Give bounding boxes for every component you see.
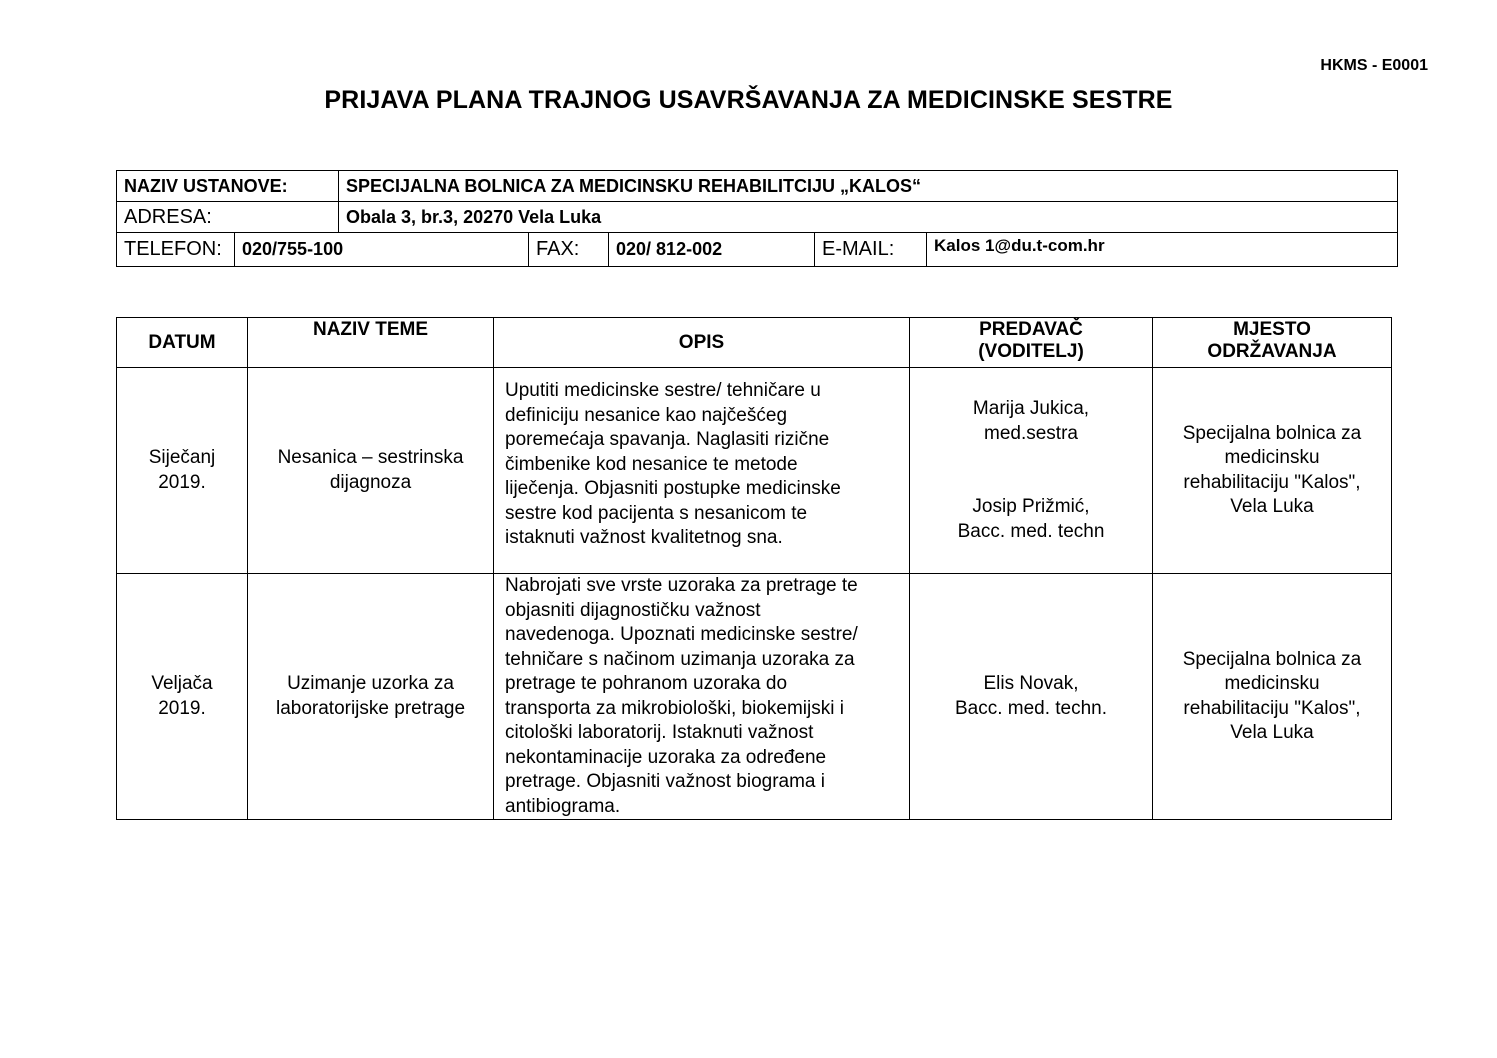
table-row — [117, 368, 1392, 574]
institution-contact-row — [117, 233, 1398, 267]
header-predavac-line: PREDAVAČ — [979, 319, 1083, 340]
email-label: E-MAIL: — [815, 233, 927, 267]
phone-label: TELEFON: — [117, 233, 235, 267]
mjesto-line: Specijalna bolnica za — [1182, 648, 1362, 670]
opis-line: transporta za mikrobiološki, biokemijski i — [505, 697, 844, 719]
fax-value: 020/ 812-002 — [609, 233, 815, 267]
tema-line: Nesanica – sestrinska — [277, 447, 464, 468]
institution-name-row — [117, 171, 1398, 202]
header-mjesto — [1153, 318, 1392, 368]
opis-line: tehničare s načinom uzimanja uzoraka za — [505, 648, 855, 670]
header-predavac — [910, 318, 1153, 368]
mjesto-line: rehabilitaciju "Kalos", — [1183, 697, 1361, 719]
cell-opis — [494, 574, 910, 820]
institution-name-label: NAZIV USTANOVE: — [117, 171, 339, 202]
opis-line: poremećaja spavanja. Naglasiti rizične — [505, 429, 830, 450]
phone-value: 020/755-100 — [235, 233, 529, 267]
mjesto-line: rehabilitaciju "Kalos", — [1183, 471, 1361, 493]
predavac-line: Bacc. med. techn. — [954, 697, 1108, 719]
opis-line: čimbenike kod nesanice te metode — [505, 453, 798, 475]
institution-table — [116, 170, 1398, 267]
schedule-header-row — [117, 318, 1392, 368]
datum-line: 2019. — [158, 471, 206, 493]
cell-predavac — [910, 574, 1153, 820]
mjesto-line: medicinsku — [1224, 447, 1320, 468]
tema-line: dijagnoza — [329, 471, 412, 493]
opis-line: pretrage te pohranom uzoraka do — [505, 673, 788, 694]
cell-datum — [117, 368, 248, 574]
mjesto-line: Specijalna bolnica za — [1182, 422, 1362, 444]
schedule-table — [116, 317, 1392, 820]
datum-line: Siječanj — [148, 447, 216, 468]
mjesto-line: Vela Luka — [1230, 722, 1314, 743]
address-value: Obala 3, br.3, 20270 Vela Luka — [339, 202, 1398, 233]
mjesto-line: Vela Luka — [1230, 496, 1314, 517]
tema-line: Uzimanje uzorka za — [287, 673, 454, 694]
cell-mjesto — [1153, 574, 1392, 820]
header-mjesto-line: ODRŽAVANJA — [1207, 341, 1337, 362]
datum-line: 2019. — [158, 697, 206, 719]
institution-address-row — [117, 202, 1398, 233]
cell-tema — [248, 574, 494, 820]
predavac-line: med.sestra — [984, 422, 1078, 444]
header-mjesto-line: MJESTO — [1233, 319, 1311, 340]
institution-name-value: SPECIJALNA BOLNICA ZA MEDICINSKU REHABILITCIJU „KALOS“ — [339, 171, 1398, 202]
opis-line: istaknuti važnost kvalitetnog sna. — [505, 527, 783, 548]
header-opis: OPIS — [494, 318, 910, 368]
opis-line: navedenoga. Upoznati medicinske sestre/ — [505, 624, 858, 645]
opis-line: nekontaminacije uzoraka za određene — [505, 746, 827, 768]
cell-datum — [117, 574, 248, 820]
opis-line: sestre kod pacijenta s nesanicom te — [505, 502, 808, 524]
cell-mjesto — [1153, 368, 1392, 574]
email-value: Kalos 1@du.t-com.hr — [927, 233, 1398, 267]
fax-label: FAX: — [529, 233, 609, 267]
opis-line: pretrage. Objasniti važnost biograma i — [505, 771, 825, 792]
header-datum: DATUM — [117, 318, 248, 368]
opis-line: objasniti dijagnostičku važnost — [505, 599, 761, 621]
cell-predavac — [910, 368, 1153, 574]
opis-line: liječenja. Objasniti postupke medicinske — [505, 478, 841, 499]
tema-line: laboratorijske pretrage — [275, 697, 466, 719]
predavac-line: Elis Novak, — [983, 673, 1079, 694]
opis-line: antibiograma. — [505, 795, 621, 817]
header-predavac-line: (VODITELJ) — [978, 341, 1084, 362]
predavac-line: Josip Prižmić, — [972, 496, 1090, 517]
predavac-line: Bacc. med. techn — [957, 520, 1105, 542]
cell-tema — [248, 368, 494, 574]
mjesto-line: medicinsku — [1224, 673, 1320, 694]
opis-line: Uputiti medicinske sestre/ tehničare u — [505, 380, 821, 401]
cell-opis — [494, 368, 910, 574]
opis-line: definiciju nesanice kao najčešćeg — [505, 404, 788, 426]
header-naziv-teme: NAZIV TEME — [248, 318, 494, 368]
address-label: ADRESA: — [117, 202, 339, 233]
opis-line: citološki laboratorij. Istaknuti važnost — [505, 722, 814, 743]
form-code: HKMS - E0001 — [1320, 57, 1428, 74]
predavac-line: Marija Jukica, — [972, 398, 1090, 419]
datum-line: Veljača — [151, 673, 213, 694]
page-title: PRIJAVA PLANA TRAJNOG USAVRŠAVANJA ZA MEDICINSKE SESTRE — [324, 86, 1173, 114]
table-row — [117, 574, 1392, 820]
spacer — [910, 446, 1152, 495]
opis-line: Nabrojati sve vrste uzoraka za pretrage te — [505, 575, 858, 596]
